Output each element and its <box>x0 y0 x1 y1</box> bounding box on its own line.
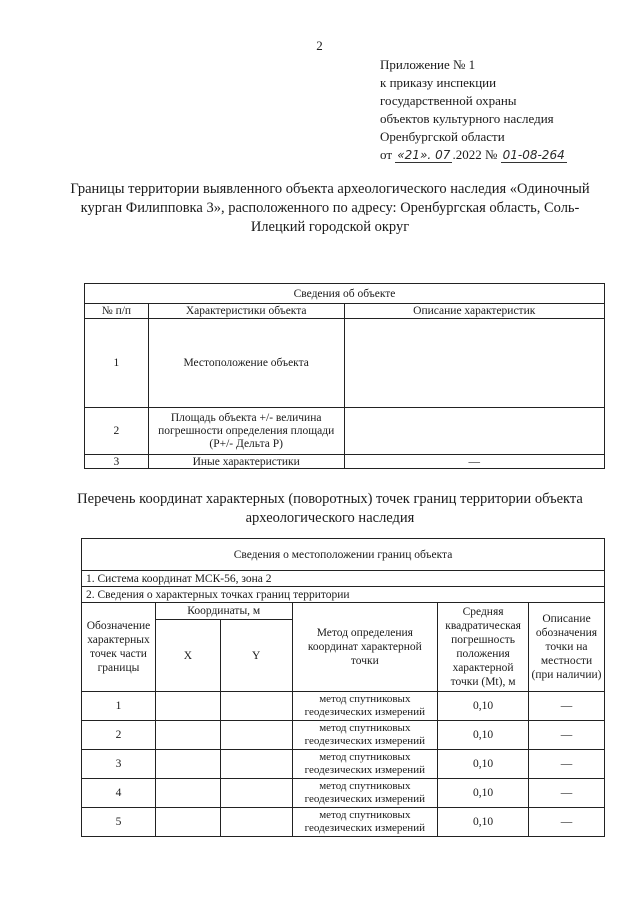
point-y <box>220 808 292 837</box>
column-header-error: Средняя квадратическая погрешность положения характерной точки (Mt), м <box>438 603 529 692</box>
coordinates-title: Перечень координат характерных (поворотных) точек границ территории объекта археологического наследия <box>77 491 583 526</box>
point-method: метод спутниковых геодезических измерений <box>292 692 438 721</box>
table-header: Сведения о местоположении границ объекта <box>82 539 605 571</box>
row-number: 2 <box>85 408 149 455</box>
table-row <box>82 779 605 808</box>
column-header-x: X <box>155 620 220 692</box>
point-error: 0,10 <box>438 779 529 808</box>
point-number: 4 <box>82 779 156 808</box>
points-info: 2. Сведения о характерных точках границ территории <box>82 587 605 603</box>
point-method: метод спутниковых геодезических измерений <box>292 750 438 779</box>
annex-line-5: Оренбургской области <box>380 129 505 144</box>
page-number: 2 <box>316 38 323 53</box>
row-characteristic: Площадь объекта +/- величина погрешности определения площади (P+/- Дельта P) <box>148 408 344 455</box>
point-method: метод спутниковых геодезических измерений <box>292 808 438 837</box>
point-y <box>220 692 292 721</box>
point-error: 0,10 <box>438 692 529 721</box>
table-row <box>85 408 605 455</box>
point-error: 0,10 <box>438 721 529 750</box>
point-error: 0,10 <box>438 808 529 837</box>
annex-block <box>380 56 567 164</box>
table-row <box>82 692 605 721</box>
handwritten-order-number: 01-08-264 <box>502 148 565 162</box>
point-number: 3 <box>82 750 156 779</box>
point-x <box>155 721 220 750</box>
document-title: Границы территории выявленного объекта археологического наследия «Одиночный курган Филипповка 3», расположенного по адресу: Оренбургская область, Соль-Илецкий городской округ <box>70 181 590 235</box>
point-description: — <box>529 721 605 750</box>
point-description: — <box>529 808 605 837</box>
annex-line-1: Приложение № 1 <box>380 57 476 72</box>
point-number: 2 <box>82 721 156 750</box>
point-x <box>155 750 220 779</box>
column-header-coords: Координаты, м <box>155 603 292 620</box>
column-header-y: Y <box>220 620 292 692</box>
point-error: 0,10 <box>438 750 529 779</box>
date-year: .2022 № <box>452 147 498 162</box>
point-number: 5 <box>82 808 156 837</box>
point-y <box>220 750 292 779</box>
column-header-description: Описание обозначения точки на местности (при наличии) <box>529 603 605 692</box>
point-description: — <box>529 750 605 779</box>
point-method: метод спутниковых геодезических измерений <box>292 779 438 808</box>
table-row <box>85 319 605 408</box>
point-method: метод спутниковых геодезических измерений <box>292 721 438 750</box>
row-description <box>344 408 604 455</box>
point-description: — <box>529 692 605 721</box>
row-number: 1 <box>85 319 149 408</box>
handwritten-month: 07 <box>435 148 451 162</box>
annex-line-3: государственной охраны <box>380 93 517 108</box>
row-description: — <box>344 455 604 469</box>
row-description <box>344 319 604 408</box>
table-header: Сведения об объекте <box>85 284 605 304</box>
row-characteristic: Местоположение объекта <box>148 319 344 408</box>
column-header: Характеристики объекта <box>148 304 344 319</box>
point-x <box>155 779 220 808</box>
table-row <box>85 455 605 469</box>
column-header: № п/п <box>85 304 149 319</box>
point-y <box>220 779 292 808</box>
object-info-table <box>84 283 605 469</box>
column-header-designation: Обозначение характерных точек части границы <box>82 603 156 692</box>
annex-date-line <box>380 146 567 164</box>
table-row <box>82 808 605 837</box>
table-row <box>82 750 605 779</box>
annex-line-2: к приказу инспекции <box>380 75 497 90</box>
handwritten-day: «21». <box>397 148 432 162</box>
point-description: — <box>529 779 605 808</box>
point-y <box>220 721 292 750</box>
table-row <box>82 721 605 750</box>
column-header-method: Метод определения координат характерной точки <box>292 603 438 692</box>
column-header: Описание характеристик <box>344 304 604 319</box>
annex-line-4: объектов культурного наследия <box>380 111 554 126</box>
point-x <box>155 808 220 837</box>
date-prefix: от <box>380 147 393 162</box>
point-number: 1 <box>82 692 156 721</box>
row-characteristic: Иные характеристики <box>148 455 344 469</box>
coordinates-table <box>81 538 605 837</box>
point-x <box>155 692 220 721</box>
row-number: 3 <box>85 455 149 469</box>
coordinate-system: 1. Система координат МСК-56, зона 2 <box>82 571 605 587</box>
